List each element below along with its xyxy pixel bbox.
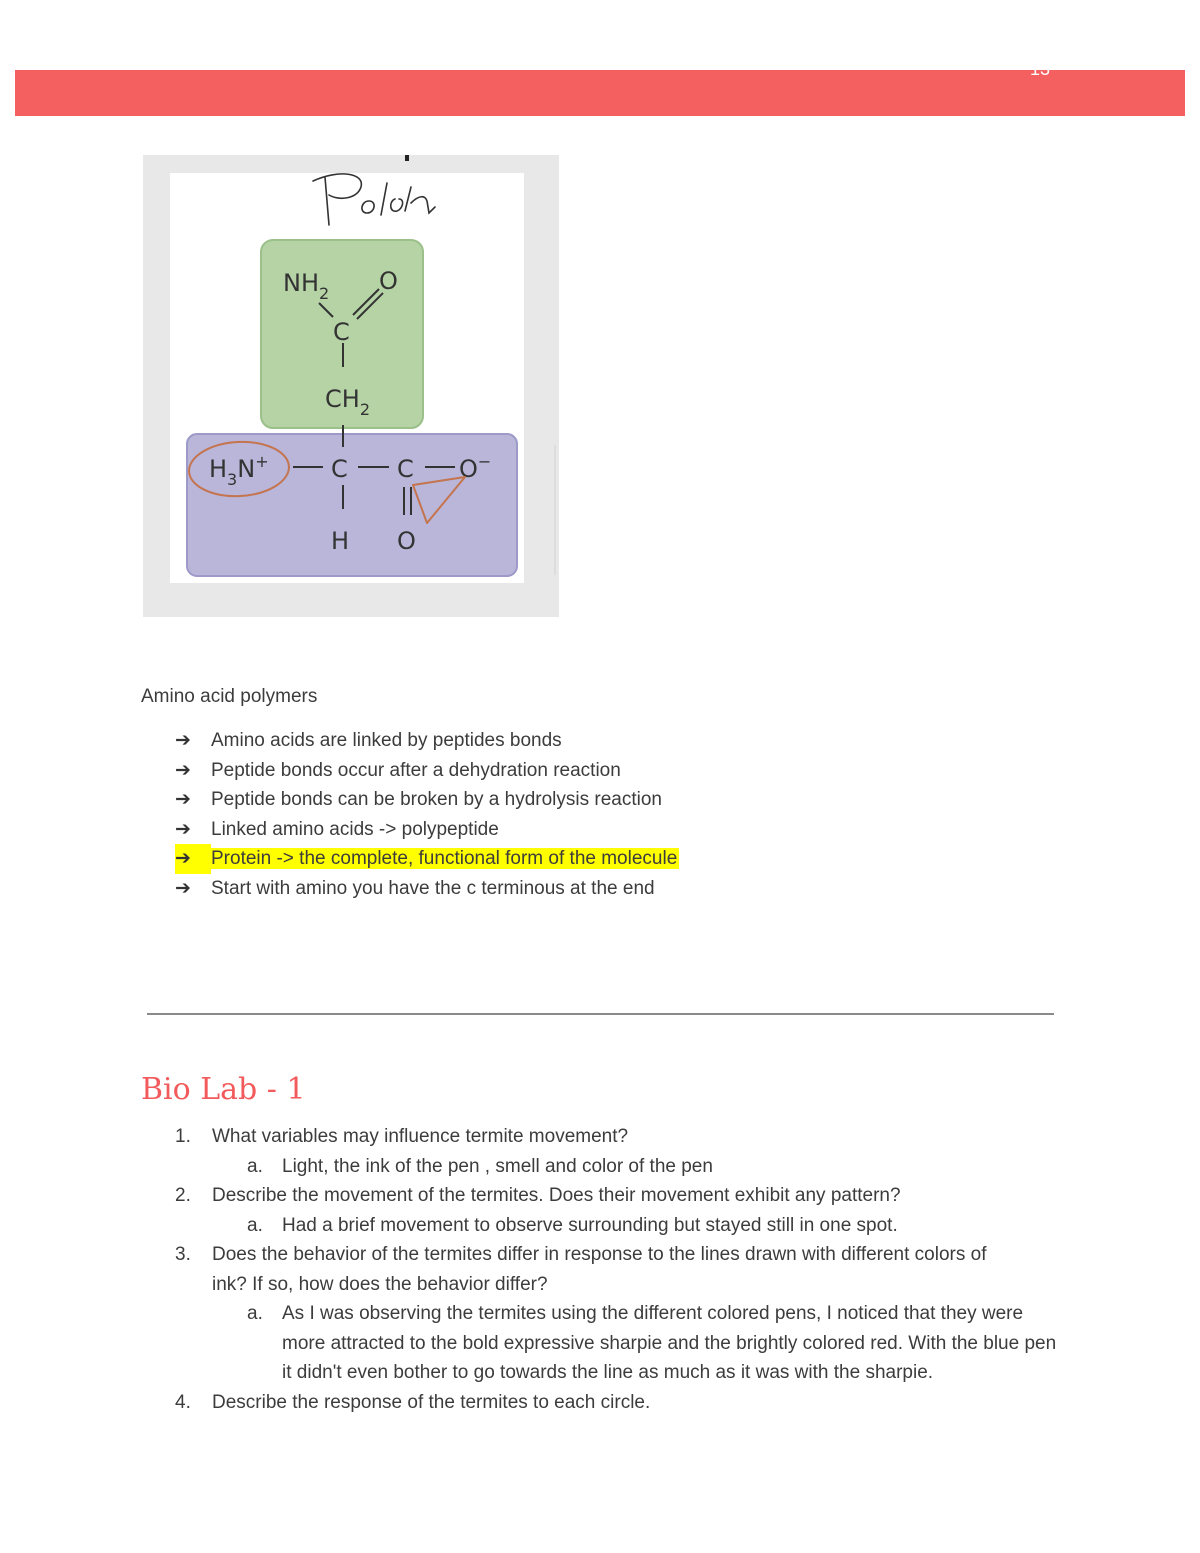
question-number: 4.	[175, 1391, 191, 1413]
answer-text: Had a brief movement to observe surrounding but stayed still in one spot.	[282, 1214, 898, 1236]
question-number: 1.	[175, 1126, 191, 1147]
lab-title: Bio Lab - 1	[141, 1072, 306, 1107]
question-number: 2.	[175, 1185, 191, 1206]
answer-text: Light, the ink of the pen , smell and color of the pen	[282, 1155, 713, 1177]
section-heading: Amino acid polymers	[141, 686, 318, 707]
atom-h3n: $H_3N^+$	[209, 452, 269, 489]
list-item	[175, 756, 679, 786]
list-item-text: Amino acids are linked by peptides bonds	[211, 730, 562, 751]
header-bar	[15, 70, 1185, 116]
question-text: Describe the response of the termites to each circle.	[212, 1391, 651, 1413]
list-item	[175, 874, 679, 904]
question-text: Describe the movement of the termites. Does their movement exhibit any pattern?	[212, 1185, 901, 1206]
atom-ch2: $CH_2$	[325, 385, 370, 419]
arrow-icon: ➔	[175, 759, 191, 781]
question-item	[175, 1181, 1075, 1211]
answer-item	[175, 1211, 1075, 1241]
horizontal-divider	[147, 1013, 1054, 1015]
atom-h-bottom: H	[331, 527, 350, 555]
list-item-text: Linked amino acids -> polypeptide	[211, 818, 499, 840]
answer-letter: a.	[247, 1303, 263, 1324]
answer-letter: a.	[247, 1214, 263, 1236]
atom-o-minus: O−	[459, 452, 492, 483]
answer-item	[175, 1152, 1075, 1182]
list-item-text: Protein -> the complete, functional form of the molecule	[211, 848, 678, 869]
arrow-icon: ➔	[175, 877, 191, 899]
answer-letter: a.	[247, 1155, 263, 1177]
amino-list	[175, 726, 679, 903]
list-item-highlighted	[175, 844, 679, 874]
arrow-icon: ➔	[175, 818, 191, 840]
answer-text: As I was observing the termites using the different colored pens, I noticed that they were more attracted to the bold expressive sharpie and the brightly colored red. With the blue pen it didn't even bother to go towards the line as much as it was with the sharpie.	[282, 1303, 1057, 1383]
list-item	[175, 815, 679, 845]
atom-o-bottom: O	[397, 527, 416, 555]
question-item	[175, 1122, 1075, 1152]
atom-o-top: O	[379, 267, 398, 295]
list-item	[175, 726, 679, 756]
top-mark	[405, 155, 409, 161]
list-item	[175, 785, 679, 815]
arrow-icon: ➔	[175, 730, 191, 751]
question-text: Does the behavior of the termites differ in response to the lines drawn with different colors of ink? If so, how does the behavior differ?	[212, 1244, 987, 1295]
arrow-icon: ➔	[175, 789, 191, 810]
question-item	[175, 1388, 1075, 1418]
question-list	[175, 1122, 1075, 1417]
list-item-text: Peptide bonds occur after a dehydration reaction	[211, 759, 621, 781]
amino-acid-figure	[143, 155, 559, 617]
list-item-text: Start with amino you have the c terminous at the end	[211, 877, 655, 899]
page-number: 13	[1029, 59, 1050, 79]
atom-nh2: $NH_2$	[283, 269, 330, 303]
atom-c-top: C	[333, 318, 350, 346]
question-number: 3.	[175, 1244, 191, 1265]
atom-c-alpha: C	[331, 455, 348, 483]
question-text: What variables may influence termite movement?	[212, 1126, 629, 1147]
list-item-text: Peptide bonds can be broken by a hydrolysis reaction	[211, 789, 662, 810]
answer-item	[175, 1299, 1075, 1388]
question-item	[175, 1240, 1075, 1299]
arrow-icon: ➔	[175, 844, 211, 874]
atom-c-carboxyl: C	[397, 455, 414, 483]
